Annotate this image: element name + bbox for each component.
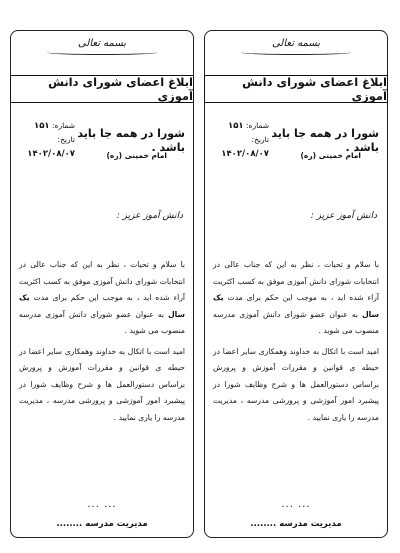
date-label: تاریخ: [57,135,75,144]
signature-line: مدیریت مدرسه ........ [56,519,148,529]
bismillah-calligraphy: بسمه تعالی [11,38,193,55]
number-label: شماره: [246,121,269,130]
date-value: ۱۴۰۲/۰۸/۰۷ [221,149,269,159]
paragraph-appointment: با سلام و تحیات ، نظر به این که جناب عالی در انتخابات شورای دانش آموزی موفق به کسب اکثریت آراء شده اید ، به موجب این حکم برای مدت یک سال به عنوان عضو شورای دانش آموزی مدرسه منصوب می شوید . [19,260,185,335]
signature-dots: ... ... [87,499,117,510]
quote-text: شورا در همه جا باید باشد . [77,127,185,154]
number-value: ۱۵۱ [228,121,244,131]
calligraphy-flourish [241,50,351,55]
paragraph-closing: امید است با اتکال به خداوند وهمکاری سایر اعضا در حیطه ی قوانین و مقررات آموزش و پرورش براساس دستورالعمل ها و شرح وظایف شورا در پیشبرد امور آموزشی و پرورشی مدرسه ، مدیریت مدرسه را یاری نمایید . [19,346,185,422]
quote-source: امام خمینی (ره) [300,151,361,160]
duration-emphasis: یک سال [213,293,379,319]
paragraph-appointment: با سلام و تحیات ، نظر به این که جناب عالی در انتخابات شورای دانش آموزی موفق به کسب اکثریت آراء شده اید ، به موجب این حکم برای مدت یک سال به عنوان عضو شورای دانش آموزی مدرسه منصوب می شوید . [213,260,379,335]
signature-line: مدیریت مدرسه ........ [250,519,342,529]
salutation: دانش آموز عزیز : [116,211,183,221]
bismillah-calligraphy: بسمه تعالی [205,38,387,55]
signature-dots: ... ... [281,499,311,510]
quote-source: امام خمینی (ره) [106,151,167,160]
number-label: شماره: [52,121,75,130]
number-value: ۱۵۱ [34,121,50,131]
decree-card-left [10,30,194,538]
card-title: ابلاغ اعضای شورای دانش آموزی [10,75,194,103]
body-text [19,257,185,426]
duration-emphasis: یک سال [19,293,185,319]
salutation: دانش آموز عزیز : [310,211,377,221]
quote-text: شورا در همه جا باید باشد . [271,127,379,154]
body-text [213,257,379,426]
date-value: ۱۴۰۲/۰۸/۰۷ [27,149,75,159]
calligraphy-flourish [47,50,157,55]
decree-card-right [204,30,388,538]
paragraph-closing: امید است با اتکال به خداوند وهمکاری سایر اعضا در حیطه ی قوانین و مقررات آموزش و پرورش براساس دستورالعمل ها و شرح وظایف شورا در پیشبرد امور آموزشی و پرورشی مدرسه ، مدیریت مدرسه را یاری نمایید . [213,346,379,422]
date-label: تاریخ: [251,135,269,144]
card-title: ابلاغ اعضای شورای دانش آموزی [204,75,388,103]
